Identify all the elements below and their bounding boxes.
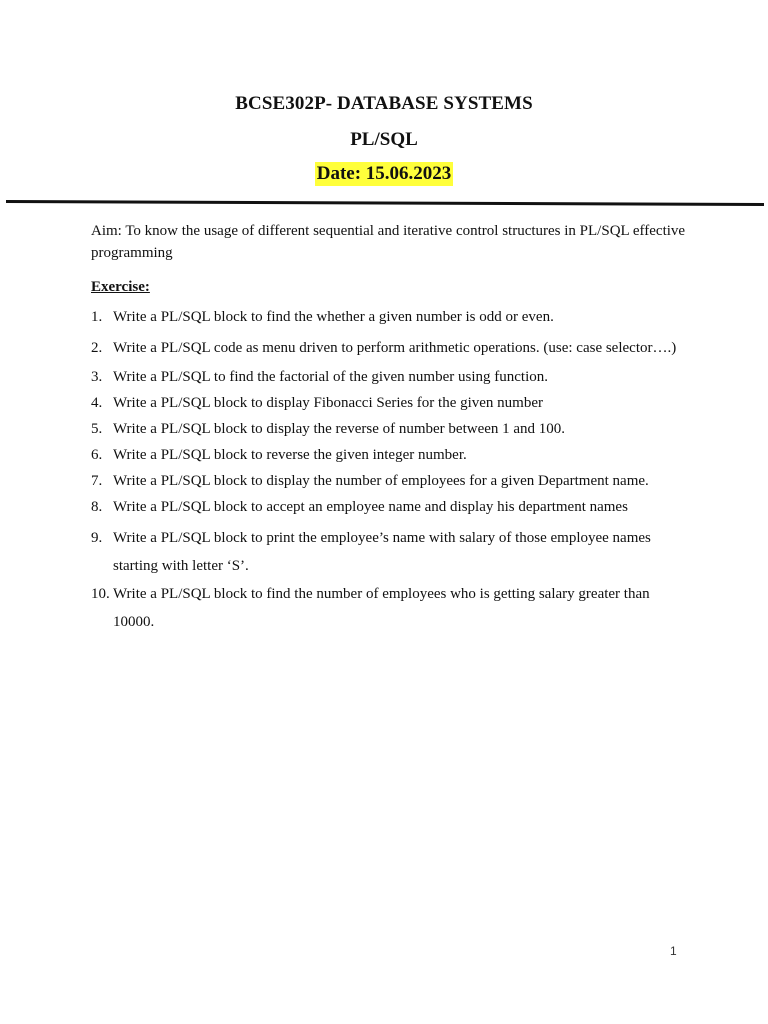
exercise-item-2 (91, 334, 691, 362)
exercise-text: Write a PL/SQL code as menu driven to perform arithmetic operations. (use: case selector….) (113, 340, 677, 356)
exercise-number: 6. (91, 447, 103, 463)
exercise-number: 9. (91, 530, 103, 546)
exercise-list (91, 308, 691, 636)
exercise-text: Write a PL/SQL block to display Fibonacci Series for the given number (113, 395, 543, 411)
exercise-item-3 (91, 368, 691, 387)
aim-paragraph: Aim: To know the usage of different sequential and iterative control structures in PL/SQL effective programming (91, 223, 686, 261)
page-number: 1 (670, 944, 677, 958)
exercise-text: Write a PL/SQL block to reverse the given integer number. (113, 447, 467, 463)
document-header (0, 92, 768, 186)
date-label: Date: 15.06.2023 (316, 163, 452, 184)
date-line (0, 162, 768, 186)
exercise-item-5 (91, 420, 691, 439)
exercise-item-7 (91, 472, 691, 491)
exercise-number: 2. (91, 340, 103, 356)
exercise-text: Write a PL/SQL block to find the number of employees who is getting salary greater than 10000. (113, 586, 650, 630)
exercise-heading: Exercise: (91, 279, 150, 295)
exercise-text: Write a PL/SQL block to display the reverse of number between 1 and 100. (113, 421, 566, 437)
exercise-number: 7. (91, 473, 103, 489)
exercise-item-4 (91, 394, 691, 413)
exercise-text: Write a PL/SQL block to accept an employee name and display his department names (113, 499, 628, 515)
document-body (91, 220, 691, 636)
exercise-item-10 (91, 580, 691, 636)
exercise-text: Write a PL/SQL block to display the number of employees for a given Department name. (113, 473, 649, 489)
course-title: BCSE302P- DATABASE SYSTEMS (235, 93, 533, 114)
exercise-number: 1. (91, 309, 103, 325)
exercise-number: 5. (91, 421, 103, 437)
exercise-number: 4. (91, 395, 103, 411)
exercise-item-9 (91, 524, 691, 580)
exercise-number: 3. (91, 369, 103, 385)
exercise-number: 8. (91, 499, 103, 515)
exercise-number: 10. (91, 586, 110, 602)
header-divider (6, 200, 764, 206)
exercise-item-6 (91, 446, 691, 465)
exercise-text: Write a PL/SQL block to print the employee’s name with salary of those employee names starting with letter ‘S’. (113, 530, 651, 574)
exercise-item-1 (91, 308, 691, 327)
exercise-text: Write a PL/SQL to find the factorial of the given number using function. (113, 369, 548, 385)
subject-title: PL/SQL (350, 129, 418, 150)
exercise-text: Write a PL/SQL block to find the whether a given number is odd or even. (113, 309, 554, 325)
exercise-item-8 (91, 498, 691, 517)
